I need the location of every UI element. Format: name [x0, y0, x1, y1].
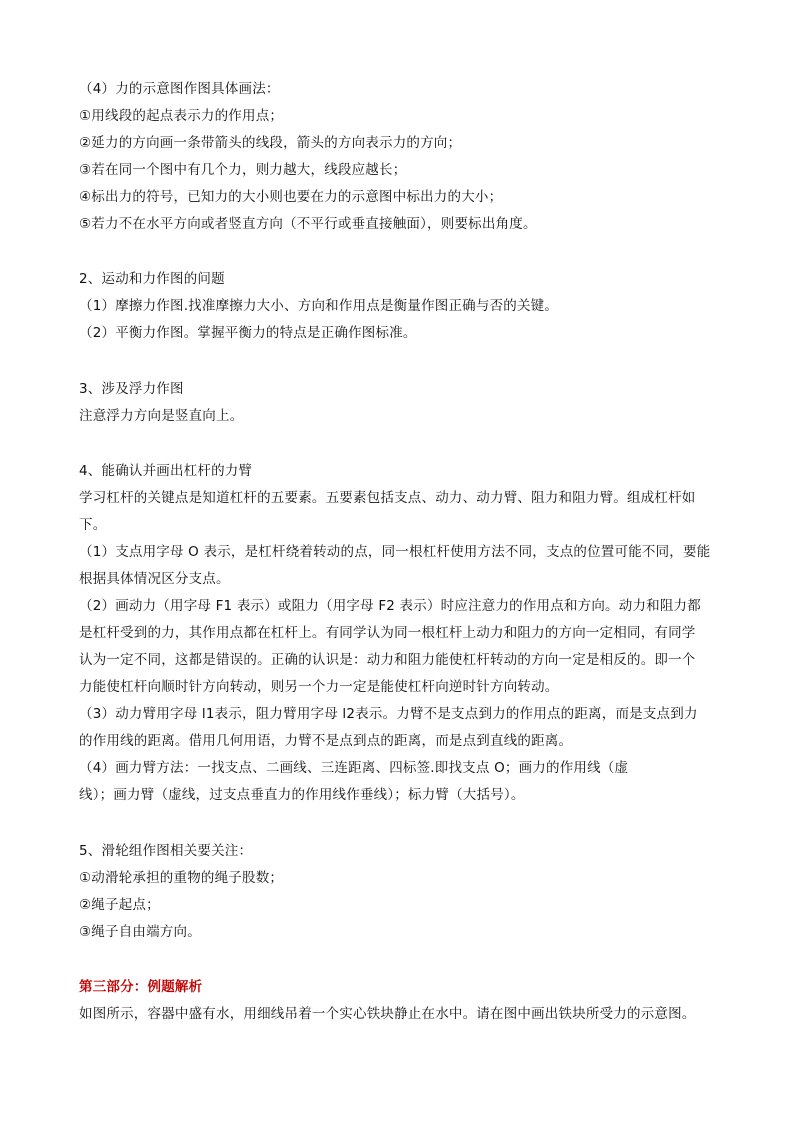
section-4-line-1: 学习杠杆的关键点是知道杠杆的五要素。五要素包括支点、动力、动力臂、阻力和阻力臂。组成杠杆如	[79, 490, 696, 506]
section-4-line-3: （1）支点用字母 O 表示，是杠杆绕着转动的点，同一根杠杆使用方法不同，支点的位置可能不同，要能	[79, 544, 711, 560]
section-4-line-4: 根据具体情况区分支点。	[79, 571, 230, 587]
section-5-item-1: ①动滑轮承担的重物的绳子股数；	[79, 870, 284, 886]
section-2-title: 2、运动和力作图的问题	[79, 271, 225, 287]
section-4-line-8: 力能使杠杆向顺时针方向转动，则另一个力一定是能使杠杆向逆时针方向转动。	[79, 679, 559, 695]
force-diagram-title: （4）力的示意图作图具体画法：	[79, 81, 280, 97]
part-3-question: 如图所示，容器中盛有水，用细线吊着一个实心铁块静止在水中。请在图中画出铁块所受力的示意图。	[79, 1006, 696, 1022]
section-4-line-6: 是杠杆受到的力，其作用点都在杠杆上。有同学认为同一根杠杆上动力和阻力的方向一定相同，有同学	[79, 625, 696, 641]
section-4-line-9: （3）动力臂用字母 l1表示，阻力臂用字母 l2表示。力臂不是支点到力的作用点的距离，而是支点到力	[79, 706, 698, 722]
section-5-title: 5、滑轮组作图相关要关注：	[79, 843, 253, 859]
section-3-title: 3、涉及浮力作图	[79, 381, 184, 397]
section-2-item-2: （2）平衡力作图。掌握平衡力的特点是正确作图标准。	[79, 325, 417, 341]
section-2-item-1: （1）摩擦力作图.找准摩擦力大小、方向和作用点是衡量作图正确与否的关键。	[79, 298, 559, 314]
section-4-line-12: 线）；画力臂（虚线，过支点垂直力的作用线作垂线）；标力臂（大括号）。	[79, 787, 525, 803]
force-diagram-item-5: ⑤若力不在水平方向或者竖直方向（不平行或垂直接触面），则要标出角度。	[79, 216, 537, 232]
force-diagram-item-2: ②延力的方向画一条带箭头的线段，箭头的方向表示力的方向；	[79, 135, 462, 151]
section-5-item-3: ③绳子自由端方向。	[79, 924, 201, 940]
section-5-item-2: ②绳子起点；	[79, 897, 160, 913]
section-4-line-10: 的作用线的距离。借用几何用语，力臂不是点到点的距离，而是点到直线的距离。	[79, 733, 573, 749]
section-4-line-2: 下。	[79, 517, 107, 533]
part-3-heading: 第三部分：例题解析	[79, 979, 203, 995]
force-diagram-item-4: ④标出力的符号，已知力的大小则也要在力的示意图中标出力的大小；	[79, 189, 503, 205]
section-4-line-11: （4）画力臂方法：一找支点、二画线、三连距离、四标签.即找支点 O；画力的作用线（虚	[79, 760, 629, 776]
section-4-line-7: 认为一定不同，这都是错误的。正确的认识是：动力和阻力能使杠杆转动的方向一定是相反的。即一个	[79, 652, 696, 668]
section-3-text: 注意浮力方向是竖直向上。	[79, 408, 244, 424]
force-diagram-item-1: ①用线段的起点表示力的作用点；	[79, 108, 284, 124]
section-4-line-5: （2）画动力（用字母 F1 表示）或阻力（用字母 F2 表示）时应注意力的作用点和方向。动力和阻力都	[79, 598, 701, 614]
section-4-title: 4、能确认并画出杠杆的力臂	[79, 463, 253, 479]
force-diagram-item-3: ③若在同一个图中有几个力，则力越大，线段应越长；	[79, 162, 407, 178]
